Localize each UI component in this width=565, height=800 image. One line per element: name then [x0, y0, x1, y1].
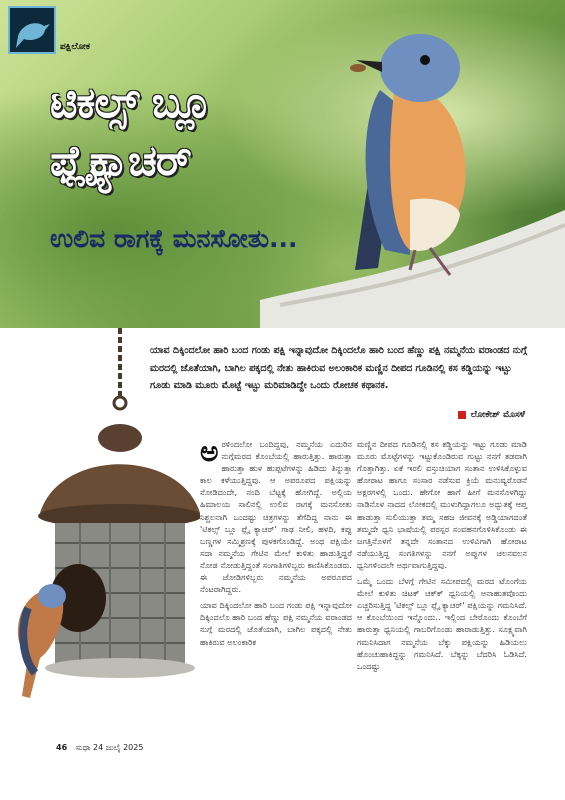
magazine-name: ಸುಧಾ — [75, 743, 91, 752]
col2-paragraph-1: ಮಣ್ಣಿನ ದೀಪದ ಗೂಡಿನಲ್ಲಿ ಕಸ ಕಡ್ಡಿಯನ್ನು ಇಟ್ಟು ಗೂಡು ಮಾಡಿ ಮೂರು ಮೊಟ್ಟೆಗಳನ್ನು ಇಟ್ಟುಕೊಂಡಿರುವ ಗುಟ್ಟು ನನಗೆ ತಡವಾಗಿ ಗೊತ್ತಾಗಿತ್ತು. ಏಕೆ ಇರಲಿ ವಸ್ತುಚಿಯಾಗ ಸಂತಾನ ಉಳಿಸಿಕೊಳ್ಳುವ ಹೋರಾಟ ಹಾಗೂ ಸಂಸಾರ ನಡೆಸುವ ಕ್ರಿಯೆ ಮನುಷ್ಯರೊಡನೆ ಅಕ್ಷರಗಳಲ್ಲಿ ಒಂದು. ಹೇಗೋ ಹಾಗೆ ಹೀಗೆ ಮನಸೊಳಗಿದ್ದು ನಾಡಿನೊಳ ನಾದದ ಲೋಕದಲ್ಲಿ ಮುಳುಗಿದ್ದಾಗಲೂ ಅದ್ಭುತಕ್ಕೆ ಆಪ್ತ ಹಾಡುತ್ತಾ ಸುಲಿಯುತ್ತಾ ತಮ್ಮ ಸಹಜ ಜೀವನಕ್ಕೆ ಅಡ್ಡಿಯಾಗದಂತೆ ತಮ್ಮದೇ ಧ್ವನಿ ಭಾಷೆಯಲ್ಲಿ ಪರಸ್ಪರ ಸಂವಹನಗೊಳಿಸಿಕೊಂಡು ಈ ಜಗತ್ತಿನೊಳಗೆ ತನ್ನದೇ ಸಂತಾನದ ಉಳಿವಿಗಾಗಿ ಹೋರಾಟ ನಡೆಯುತ್ತಿದ್ದ ಸಂಗತಿಗಳನ್ನು ನನಗೆ ಅಪ್ಪುಗಳ ಚಲನವಲನ ಧ್ವನಿಗಳಿಂದಲೇ ಅರ್ಥವಾಗುತ್ತಿದ್ದವು. — [357, 439, 527, 570]
author-marker-icon — [458, 411, 466, 419]
intro-paragraph: ಯಾವ ದಿಕ್ಕಿಂದಲೋ ಹಾರಿ ಬಂದ ಗಂಡು ಪಕ್ಷಿ ಇನ್ನಾವುದೋ ದಿಕ್ಕಿಂದಲೊ ಹಾರಿ ಬಂದ ಹೆಣ್ಣು ಪಕ್ಷಿ ನಮ್ಮನೆಯ ವರಾಂಡದ ನುಗ್ಗೆ ಮರದಲ್ಲಿ ಜೊತೆಯಾಗಿ, ಬಾಗಿಲ ಪಕ್ಕದಲ್ಲಿ ನೇತು ಹಾಕಿರುವ ಅಲಂಕಾರಿಕ ಮಣ್ಣಿನ ದೀಪದ ಗೂಡಿನಲ್ಲಿ ಕಸ ಕಡ್ಡಿಯನ್ನು ಇಟ್ಟು ಗೂಡು ಮಾಡಿ ಮೂರು ಮೊಟ್ಟೆ ಇಟ್ಟು ಮರಿಮಾಡಿದ್ದೇ ಒಂದು ರೋಚಕ ಕಥಾನಕ. — [150, 345, 528, 391]
page-number: 46 — [56, 743, 68, 752]
issue-date: 24 ಜುಲೈ 2025 — [93, 743, 144, 752]
page-title: ಟಿಕಲ್ಸ್ ಬ್ಲೂ ಫ್ಲೈಕ್ಯಾಚರ್ — [50, 78, 212, 185]
author-byline — [458, 410, 525, 420]
section-label: ಪಕ್ಷಿಲೋಕ — [60, 42, 90, 52]
magazine-logo — [8, 6, 56, 54]
article-column-2 — [357, 438, 527, 676]
author-name: ಲೋಕೇಶ್ ಮೊಸಳೆ — [470, 410, 525, 420]
col2-paragraph-2: ಒಮ್ಮೆ ಒಂದು ಬೆಳಗ್ಗೆ ಗೇಟಿನ ಸಮೀಪದಲ್ಲಿ ಮರದ ಟೊಂಗೆಯ ಮೇಲೆ ಕುಳಿತು ಚಿಟಕ್ ಚಕ್‌ಕ್ ಧ್ವನಿಯಲ್ಲಿ ಅನಾಹುತವೊಂದು ಎಚ್ಚರಿಸುತ್ತಿದ್ದ 'ಟಿಕಲ್ಸ್ ಬ್ಲೂ ಫ್ಲೈ ಕ್ಯಾಚರ್' ಪಕ್ಷಿಯನ್ನು ಗಮನಿಸಿದೆ. ಆ ಕೊಂಬೆಯಿಂದ ಇನ್ನೊಂದು.. ಇಲ್ಲಿಂದ ಬೇರೊಂದು ಕೊಂಬೆಗೆ ಹಾರುತ್ತಾ ಧ್ವನಿಯಲ್ಲಿ ಗಾಬರಿಗೊಂಡು ಹಾರಾಡುತ್ತಿತ್ತು. ಸೂಕ್ಷ್ಮವಾಗಿ ಗಮನಿಸಿದಾಗ ನಮ್ಮನೆಯ ಬೆಕ್ಕು ಪಕ್ಷಿಯನ್ನು ಹಿಡಿಯಲು ಹೊಂಚುಹಾಕಿದ್ದನ್ನು ಗಮನಿಸಿದೆ. ಬೆಕ್ಕನ್ನು ಬೆದರಿಸಿ ಓಡಿಸಿದೆ. ಒಂದಷ್ಟು — [357, 576, 527, 671]
hero-banner — [0, 0, 565, 328]
col1-paragraph-1: ರಳಿಂದಲೋ ಬಂದಿದ್ದವು, ನಮ್ಮನೆಯ ಎದುರಿನ ನುಗ್ಗೆಮರದ ಕೊಂಬೆಯಲ್ಲಿ ಹಾರುತ್ತಿತ್ತು. ಹಾರುತ್ತಾ ಹಾರುತ್ತಾ ಹುಳ ಹುಪ್ಪಟೆಗಳನ್ನು ಹಿಡಿದು ತಿನ್ನುತ್ತಾ ಕಾಲ ಕಳೆಯುತ್ತಿದ್ದವು. ಆ ಅಪರೂಪದ ಪಕ್ಷಿಯನ್ನು ನೋಡಿದಂದೇ, ನಂದಿ ಬೆಟ್ಟಕ್ಕೆ ಹೋಗಿದ್ದೆ. ಅಲ್ಲಿಯ ಹಿಮಾಲಯ ಸಾಲಿನಲ್ಲಿ ಉಲಿವ ರಾಗಕ್ಕೆ ಮನಸೋತು ನಿಶ್ಚಲನಾಗಿ ಒಂದಷ್ಟು ಚಿತ್ರಗಳನ್ನು ತೆಗೆದಿದ್ದ ನಾನು ಈ 'ಟಿಕಲ್ಸ್ ಬ್ಲೂ ಫ್ಲೈ ಕ್ಯಾಚರ್' ಗಾಢ ನೀಲಿ, ಹಳದಿ, ಕಪ್ಪು ಬಣ್ಣಗಳ ಸಮ್ಮಿಶ್ರಣಕ್ಕೆ ಪುಳಕಗೊಂಡಿದ್ದೆ. ಅಂಥ ಪಕ್ಷಿಯೇ ಸದಾ ನಮ್ಮನೆಯ ಗೇಟಿನ ಮೇಲೆ ಕುಳಿತು ಹಾಡುತ್ತಿದ್ದರೆ ನೋಡ ನೋಡುತ್ತಿದ್ದಂತೆ ಸಂಗಾತಿಗಳಿಬ್ಬರು ಕಾಣಿಸಿಕೊಂಡರು. ಈ ಜೋಡಿಗಳಿಬ್ಬರು ನಮ್ಮನೆಯ ಅಪರೂಪದ ನೆಂಟರಾಗಿದ್ದರು. — [200, 439, 352, 595]
article-column-1 — [200, 435, 352, 652]
dropcap: ಅ — [200, 435, 219, 468]
col1-paragraph-2: ಯಾವ ದಿಕ್ಕಿಂದಲೋ ಹಾರಿ ಬಂದ ಗಂಡು ಪಕ್ಷಿ ಇನ್ನಾವುದೋ ದಿಕ್ಕಿಂದಲೊ ಹಾರಿ ಬಂದ ಹೆಣ್ಣು ಪಕ್ಷಿ ನಮ್ಮನೆಯ ವರಾಂಡದ ನುಗ್ಗೆ ಮರದಲ್ಲಿ ಜೊತೆಯಾಗಿ, ಬಾಗಿಲ ಪಕ್ಕದಲ್ಲಿ ನೇತು ಹಾಕಿರುವ ಅಲಂಕಾರಿಕ — [200, 600, 352, 647]
page-footer — [56, 743, 143, 753]
bird-logo-icon — [10, 8, 54, 52]
page-subtitle: ಉಲಿವ ರಾಗಕ್ಕೆ ಮನಸೋತು... — [50, 224, 298, 253]
